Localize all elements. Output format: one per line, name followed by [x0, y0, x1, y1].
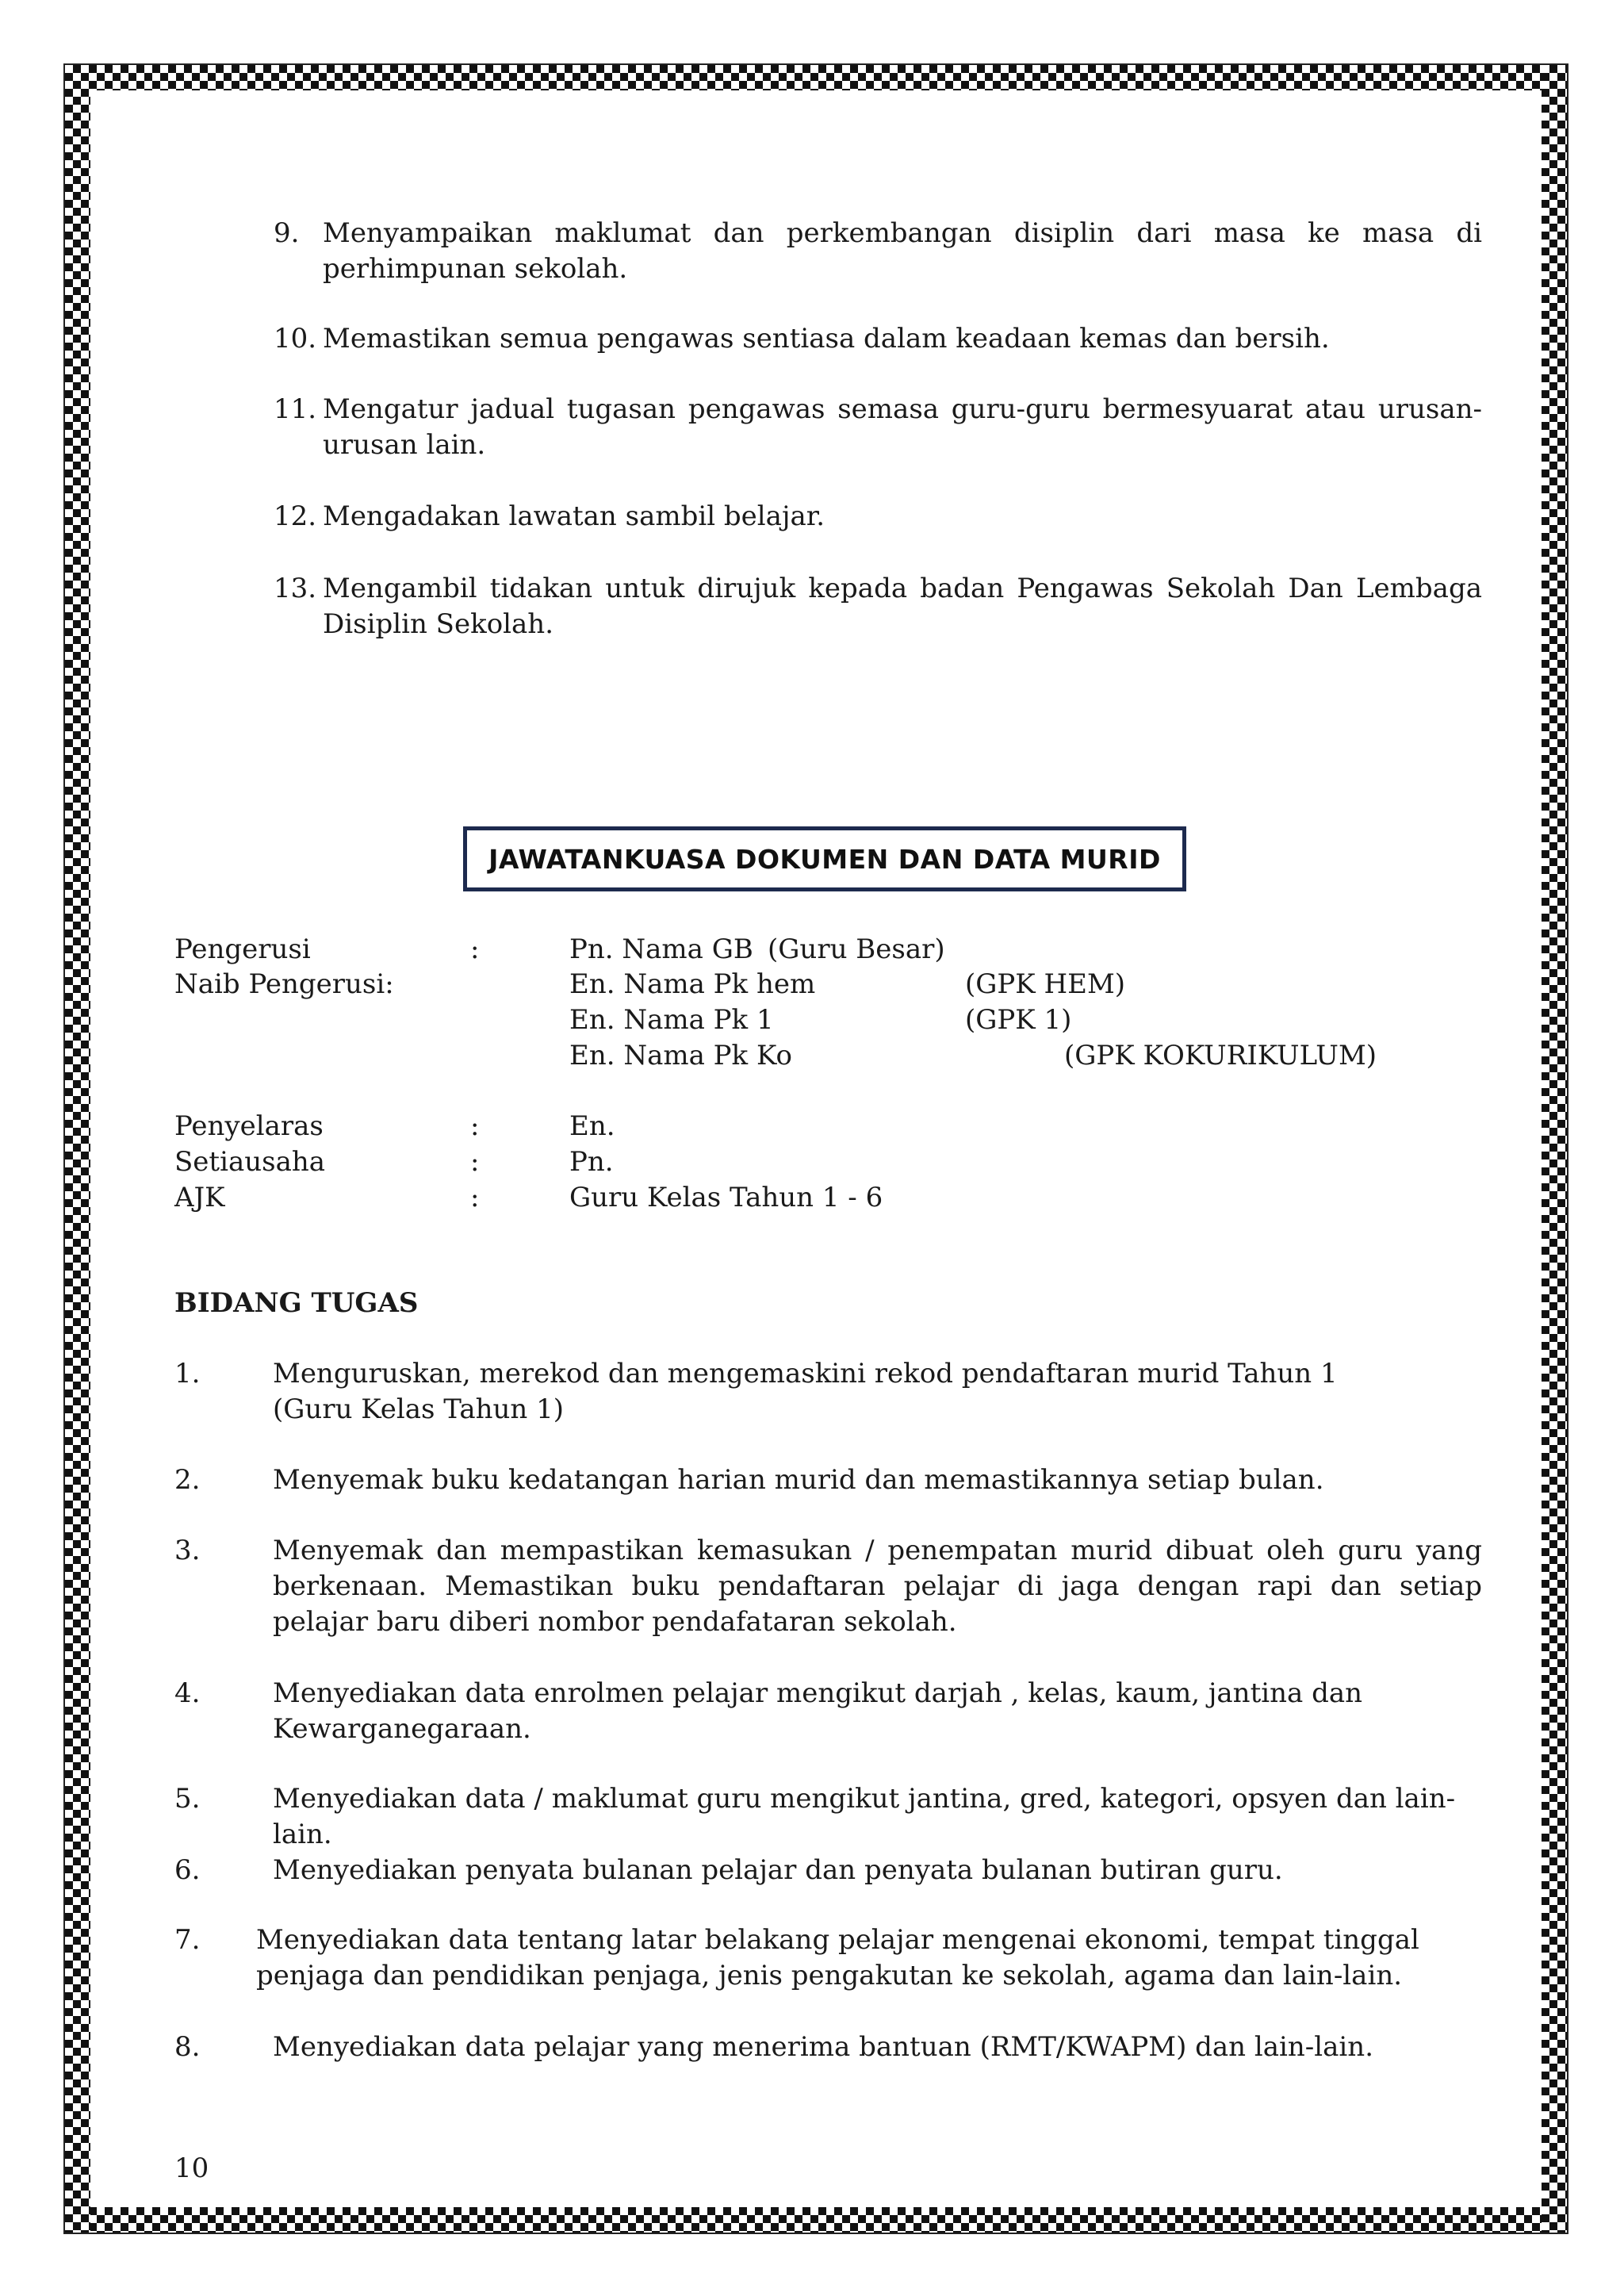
ajk-value: Guru Kelas Tahun 1 - 6 [569, 1182, 883, 1213]
naib-name: En. Nama Pk Ko [569, 1040, 792, 1071]
list-item-number: 9. [274, 217, 300, 249]
list-item-text: Memastikan semua pengawas sentiasa dalam keadaan kemas dan bersih. [323, 323, 1330, 355]
list-item-number: 5. [174, 1783, 201, 1815]
naib-name: En. Nama Pk 1 [569, 1004, 774, 1036]
list-item-number: 2. [174, 1464, 201, 1496]
list-item-text: Menyemak dan mempastikan kemasukan / penempatan murid dibuat oleh guru yang berkenaan. Memastikan buku pendaftaran pelajar di jaga dengan rapi dan setiap pelajar baru diberi nombor pendafataran sekolah. [273, 1535, 1482, 1638]
list-item-number: 7. [174, 1924, 201, 1956]
list-item-text: Mengatur jadual tugasan pengawas semasa guru-guru bermesyuarat atau urusan-urusan lain. [323, 393, 1482, 461]
penyelaras-value: En. [569, 1110, 615, 1142]
colon: : [470, 1146, 480, 1178]
list-item-text-continued: penjaga dan pendidikan penjaga, jenis pengakutan ke sekolah, agama dan lain-lain. [256, 1960, 1403, 1991]
list-item-number: 10. [274, 323, 317, 355]
list-item-number: 8. [174, 2031, 201, 2063]
naib-label: Naib Pengerusi: [174, 968, 394, 1000]
section-heading: JAWATANKUASA DOKUMEN DAN DATA MURID [463, 826, 1186, 891]
setiausaha-label: Setiausaha [174, 1146, 326, 1178]
setiausaha-value: Pn. [569, 1146, 614, 1178]
page-number: 10 [174, 2152, 209, 2184]
bidang-tugas-title: BIDANG TUGAS [174, 1287, 419, 1319]
naib-role: (GPK HEM) [965, 968, 1126, 1000]
list-item-number: 1. [174, 1358, 201, 1389]
list-item-text: Menyampaikan maklumat dan perkembangan disiplin dari masa ke masa di perhimpunan sekolah. [323, 217, 1482, 285]
list-item-text: Menyediakan data / maklumat guru mengikut jantina, gred, kategori, opsyen dan lain-lain. [273, 1783, 1456, 1850]
pengerusi-label: Pengerusi [174, 933, 311, 965]
naib-role: (GPK 1) [965, 1004, 1072, 1036]
list-item-text-continued: (Guru Kelas Tahun 1) [273, 1393, 564, 1425]
list-item-number: 12. [274, 500, 317, 532]
list-item-text-continued: Kewarganegaraan. [273, 1713, 531, 1745]
penyelaras-label: Penyelaras [174, 1110, 324, 1142]
list-item-text: Menyediakan data pelajar yang menerima bantuan (RMT/KWAPM) dan lain-lain. [273, 2031, 1374, 2063]
list-item-number: 3. [174, 1535, 201, 1566]
naib-role: (GPK KOKURIKULUM) [1064, 1040, 1377, 1071]
list-item-text: Menyediakan data enrolmen pelajar mengikut darjah , kelas, kaum, jantina dan [273, 1677, 1363, 1709]
list-item-number: 4. [174, 1677, 201, 1709]
pengerusi-name: Pn. Nama GB [569, 933, 753, 965]
colon: : [470, 933, 480, 965]
list-item-text: Menyediakan data tentang latar belakang pelajar mengenai ekonomi, tempat tinggal [256, 1924, 1419, 1956]
list-item-text: Menyediakan penyata bulanan pelajar dan penyata bulanan butiran guru. [273, 1854, 1283, 1886]
pengerusi-role: (Guru Besar) [768, 933, 945, 965]
list-item-text: Mengadakan lawatan sambil belajar. [323, 500, 825, 532]
list-item-number: 13. [274, 573, 317, 604]
naib-name: En. Nama Pk hem [569, 968, 816, 1000]
list-item-text: Menguruskan, merekod dan mengemaskini rekod pendaftaran murid Tahun 1 [273, 1358, 1338, 1389]
list-item-text: Mengambil tidakan untuk dirujuk kepada badan Pengawas Sekolah Dan Lembaga Disiplin Sekolah. [323, 573, 1482, 640]
colon: : [470, 1110, 480, 1142]
list-item-number: 11. [274, 393, 317, 425]
ajk-label: AJK [174, 1182, 225, 1213]
colon: : [470, 1182, 480, 1213]
list-item-number: 6. [174, 1854, 201, 1886]
list-item-text: Menyemak buku kedatangan harian murid dan memastikannya setiap bulan. [273, 1464, 1324, 1496]
